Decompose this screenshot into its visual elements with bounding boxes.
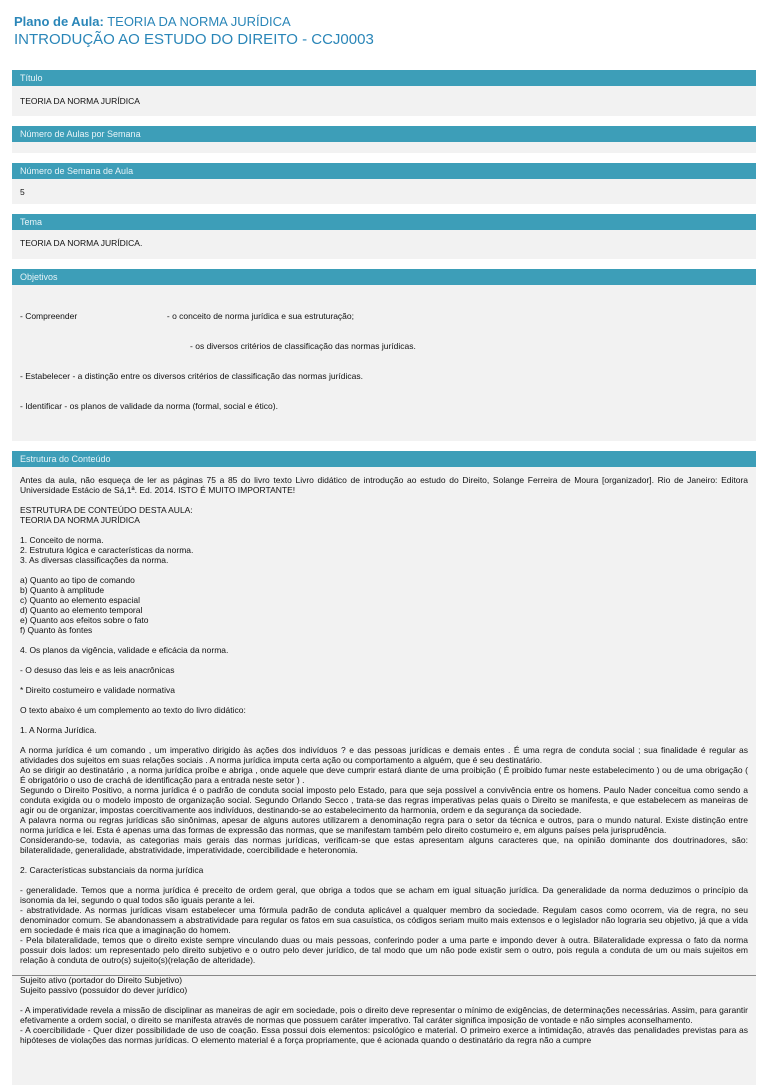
content-line: Sujeito passivo (possuidor do dever jurídico) [20, 985, 188, 995]
page-header [0, 0, 768, 49]
blank-line [20, 995, 748, 1005]
blank-line [20, 495, 748, 505]
content-line: Ao se dirigir ao destinatário , a norma jurídica proíbe e abriga , onde aquele que deve cumprir estará diante de uma proibição ( É proibido fumar neste estabelecimento ) ou de uma obrigação ( É obrigatório o uso de crachá de identificação para a entrada neste setor ) . [20, 765, 748, 785]
section-header-num-aulas: Número de Aulas por Semana [12, 126, 756, 142]
section-body-tema: TEORIA DA NORMA JURÍDICA. [12, 230, 756, 259]
blank-line [20, 715, 748, 725]
content-line: * Direito costumeiro e validade normativa [20, 685, 175, 695]
blank-line [20, 735, 748, 745]
content-line: Sujeito ativo (portador do Direito Subjetivo) [20, 975, 183, 985]
content-line: - generalidade. Temos que a norma jurídica é preceito de ordem geral, que obriga a todos que se acham em igual situação jurídica. Da generalidade da norma deduzimos o princípio da isonomia da lei, segundo o qual todos são iguais perante a lei. [20, 885, 748, 905]
blank-line [20, 855, 748, 865]
content-line: a) Quanto ao tipo de comando [20, 575, 135, 585]
content-line: b) Quanto à amplitude [20, 585, 105, 595]
content-line: A palavra norma ou regras jurídicas são sinônimas, apesar de alguns autores utilizarem a denominação regra para o setor da técnica e outros, para o mundo natural. Existe distinção entre norma jurídica e lei. Esta é apenas uma das formas de expressão das normas, que se manifestam também pelo direito costumeiro e, em alguns países pela jurisprudência. [20, 815, 748, 835]
blank-line [20, 635, 748, 645]
content-line: c) Quanto ao elemento espacial [20, 595, 141, 605]
content-line: - O desuso das leis e as leis anacrônicas [20, 665, 175, 675]
section-body-titulo: TEORIA DA NORMA JURÍDICA [12, 86, 756, 116]
section-body-estrutura [12, 467, 756, 1085]
section-body-num-aulas [12, 142, 756, 153]
content-line: - abstratividade. As normas jurídicas visam estabelecer uma fórmula padrão de conduta aplicável a qualquer membro da sociedade. Regulam casos como ocorrem, via de regra, no seu denominador comum. Se abandonassem a abstratividade para regular os fatos em sua casuística, os códigos seriam muito mais extensos e o legislador não lograria seu objetivo, já que a vida em sociedade é mais rica que a imaginação do homem. [20, 905, 748, 935]
plan-label: Plano de Aula: [14, 14, 104, 29]
blank-line [20, 875, 748, 885]
content-line: 1. Conceito de norma. [20, 535, 104, 545]
blank-line [20, 675, 748, 685]
section-body-num-semana: 5 [12, 179, 756, 204]
bottom-divider [12, 975, 756, 976]
content-line: Antes da aula, não esqueça de ler as páginas 75 a 85 do livro texto Livro didático de introdução ao estudo do Direito, Solange Ferreira de Moura [organizador]. Rio de Janeiro: Editora Universidade Estácio de Sá,1ª. Ed. 2014. ISTO É MUITO IMPORTANTE! [20, 475, 748, 495]
section-header-titulo: Título [12, 70, 756, 86]
blank-line [20, 525, 748, 535]
content-line: TEORIA DA NORMA JURÍDICA [20, 515, 140, 525]
content-line: d) Quanto ao elemento temporal [20, 605, 143, 615]
plan-heading [14, 14, 768, 30]
plan-title: TEORIA DA NORMA JURÍDICA [107, 14, 291, 29]
content-line: - Pela bilateralidade, temos que o direito existe sempre vinculando duas ou mais pessoas, conferindo poder a uma parte e impondo dever à outra. Bilateralidade expressa o fato da norma possuir dois lados: um representado pelo direito subjetivo e o outro pelo dever jurídico, de tal modo que um não pode existir sem o outro, pois regula a conduta de um ou mais sujeitos em relação à conduta de outro(s) sujeito(s)(relação de alteridade). [20, 935, 748, 965]
blank-line [20, 655, 748, 665]
objetivo-line: - Identificar - os planos de validade da norma (formal, social e ético). [20, 401, 278, 411]
section-header-objetivos: Objetivos [12, 269, 756, 285]
content-line: - A coercibilidade - Quer dizer possibilidade de uso de coação. Essa possui dois elementos: psicológico e material. O primeiro exerce a intimidação, através das penalidades previstas para as hipóteses de violações das normas jurídicas. O elemento material é a força propriamente, que é acionada quando o destinatário da regra não a cumpre [20, 1025, 748, 1045]
section-header-num-semana: Número de Semana de Aula [12, 163, 756, 179]
content-line: 1. A Norma Jurídica. [20, 725, 97, 735]
blank-line [20, 695, 748, 705]
content-line: 2. Características substanciais da norma jurídica [20, 865, 204, 875]
content-line: f) Quanto às fontes [20, 625, 93, 635]
content-line: 4. Os planos da vigência, validade e eficácia da norma. [20, 645, 229, 655]
content-line: ESTRUTURA DE CONTEÚDO DESTA AULA: [20, 505, 193, 515]
content-line: Segundo o Direito Positivo, a norma jurídica é o padrão de conduta social imposto pelo Estado, para que seja possível a convivência entre os homens. Paulo Nader conceitua como sendo a conduta exigida ou o modelo imposto de organização social. Segundo Orlando Secco , trata-se das regras imperativas pelas quais o Direito se manifesta, e que estabelecem as maneiras de agir ou de organizar, impostas coercitivamente aos indivíduos, destinando-se ao estabelecimento da harmonia, ordem e da segurança da sociedade. [20, 785, 748, 815]
content-line: Considerando-se, todavia, as categorias mais gerais das normas jurídicas, verificam-se que estas apresentam alguns caracteres que, na opinião dominante dos doutrinadores, são: bilateralidade, generalidade, abstratividade, imperatividade, coercibilidade e heteronomia. [20, 835, 748, 855]
section-body-objetivos [12, 285, 756, 441]
blank-line [20, 565, 748, 575]
objetivo-line: - os diversos critérios de classificação das normas jurídicas. [20, 341, 416, 351]
content-line: - A imperatividade revela a missão de disciplinar as maneiras de agir em sociedade, pois o direito deve representar o mínimo de exigências, de determinações necessárias. Assim, para garantir efetivamente a ordem social, o direito se manifesta através de normas que possuem caráter imperativo. Tal caráter significa imposição de vontade e não simples aconselhamento. [20, 1005, 748, 1025]
blank-line [20, 965, 748, 975]
section-header-estrutura: Estrutura do Conteúdo [12, 451, 756, 467]
content-line: A norma jurídica é um comando , um imperativo dirigido às ações dos indivíduos ? e das pessoas jurídicas e demais entes . É uma regra de conduta social ; sua finalidade é regular as atividades dos sujeitos em suas relações sociais . A norma jurídica imputa certa ação ou comportamento a alguém, que é seu destinatário. [20, 745, 748, 765]
section-header-tema: Tema [12, 214, 756, 230]
content-line: O texto abaixo é um complemento ao texto do livro didático: [20, 705, 246, 715]
course-title: INTRODUÇÃO AO ESTUDO DO DIREITO - CCJ0003 [14, 31, 374, 48]
content-line: 3. As diversas classificações da norma. [20, 555, 169, 565]
content-line: 2. Estrutura lógica e características da norma. [20, 545, 194, 555]
content-line: e) Quanto aos efeitos sobre o fato [20, 615, 149, 625]
objetivo-line: - Compreender - o conceito de norma jurídica e sua estruturação; [20, 311, 355, 321]
objetivo-line: - Estabelecer - a distinção entre os diversos critérios de classificação das normas jurídicas. [20, 371, 363, 381]
